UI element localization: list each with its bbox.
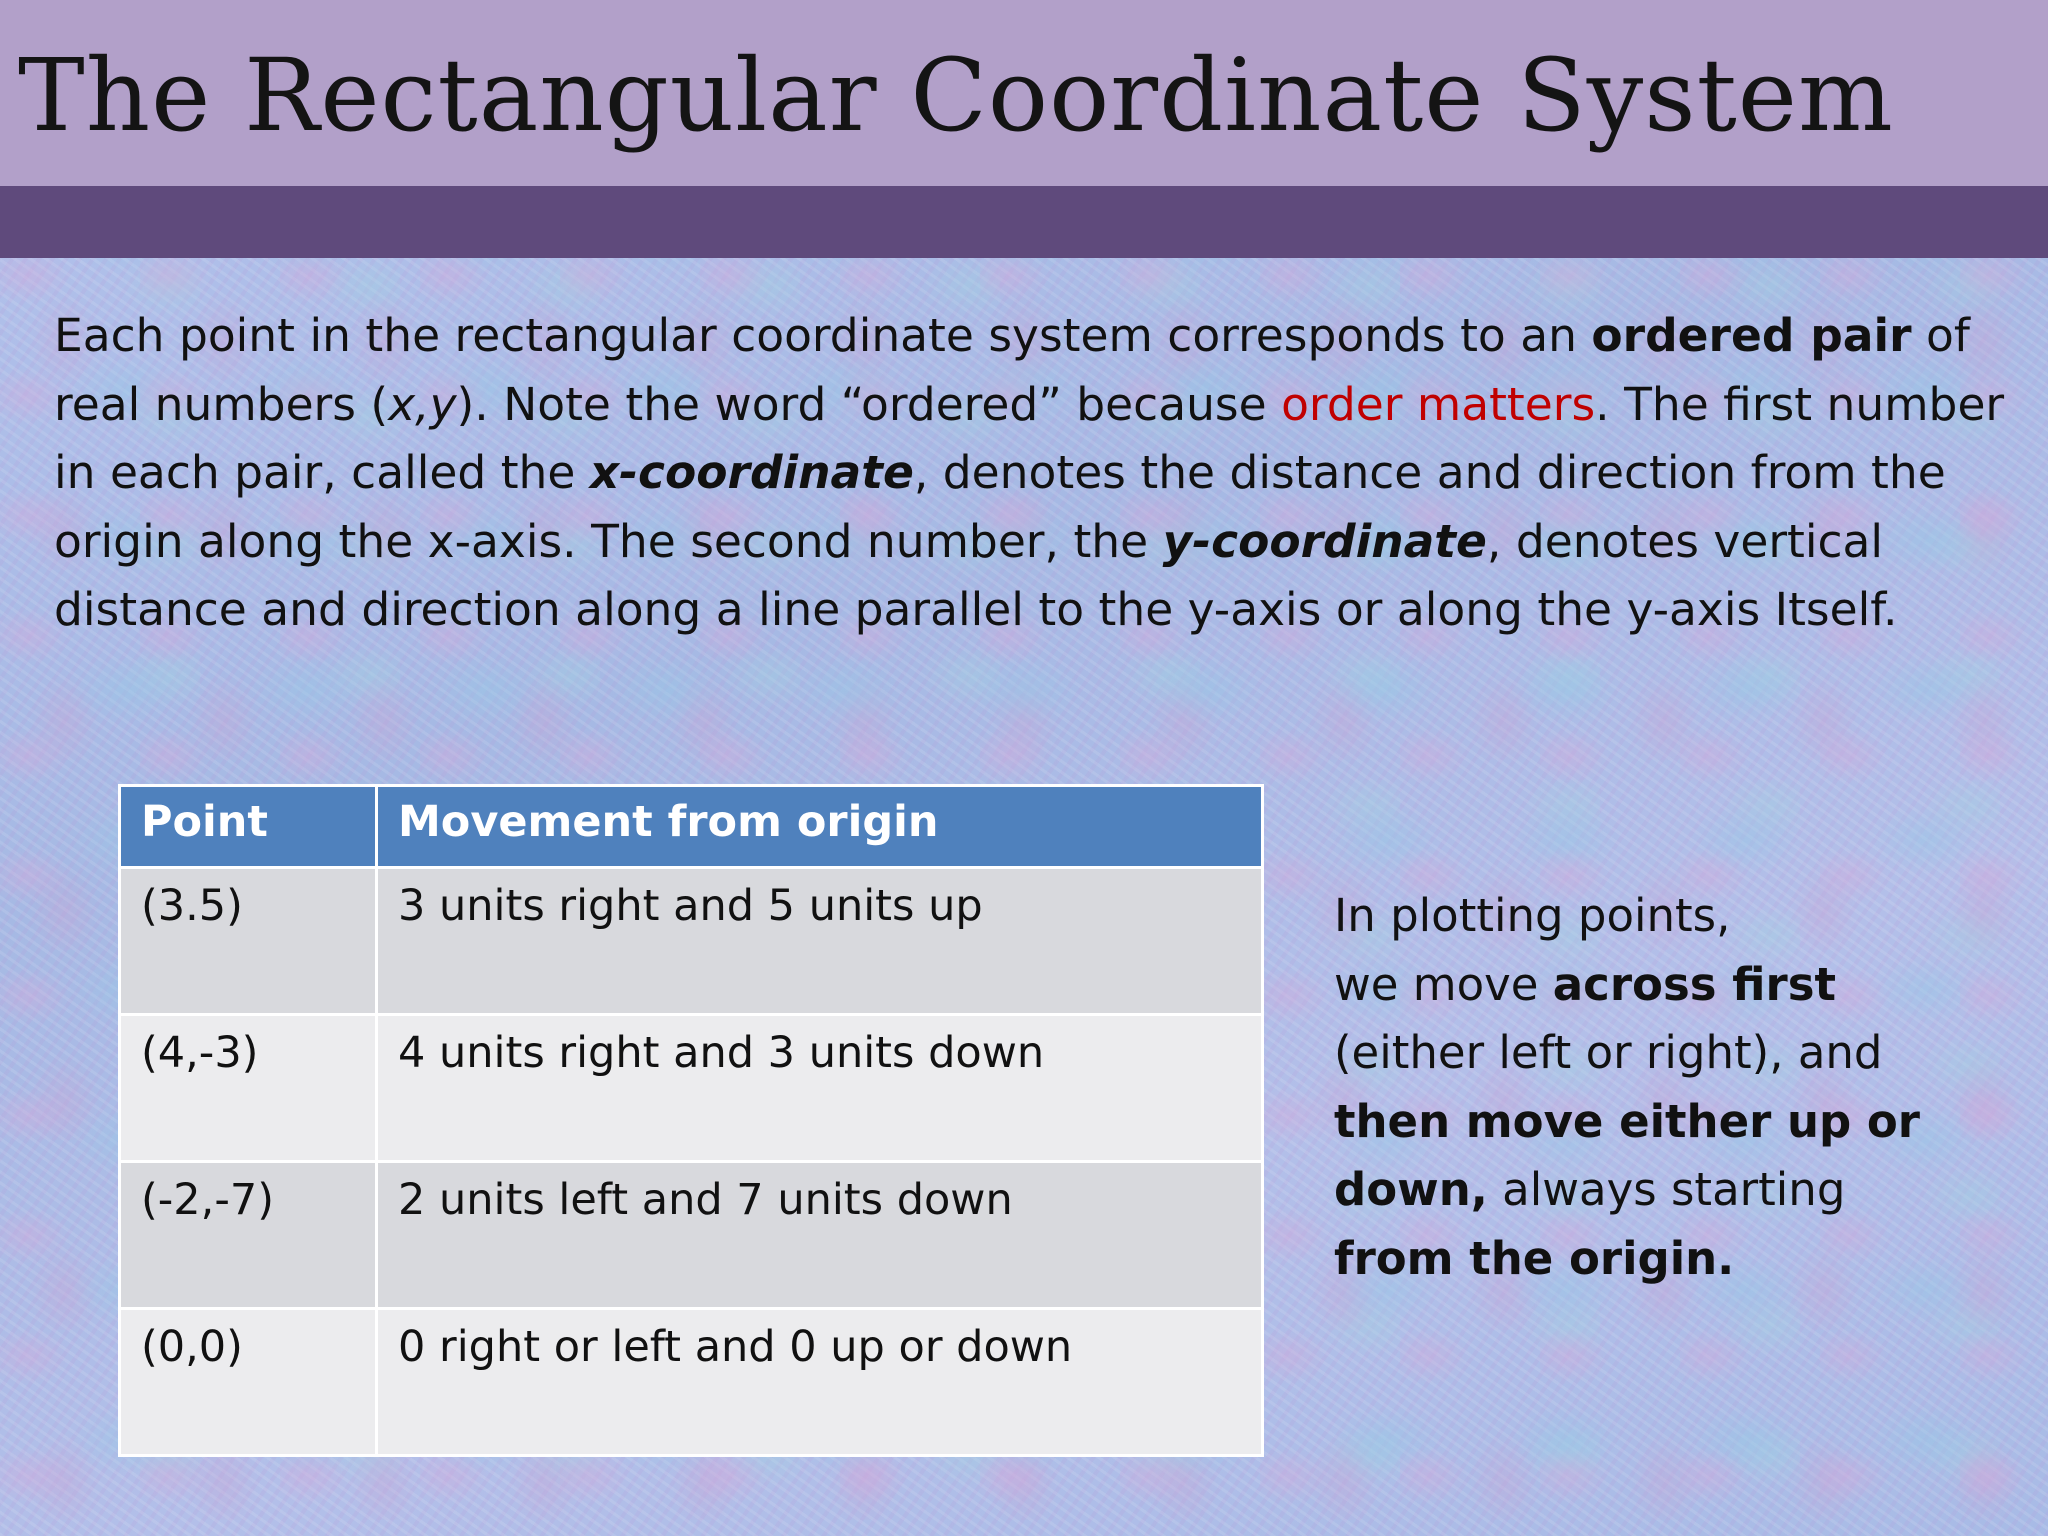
intro-paragraph [54,302,2014,645]
note-line-1: In plotting points, [1334,889,1731,942]
intro-text-2: of real numbers ( [54,309,1970,431]
ordered-pair-term: ordered pair [1591,309,1912,362]
note-line-2a: we move [1334,957,1553,1011]
y-coordinate-term: y-coordinate [1162,514,1487,568]
table-row [120,868,1263,1015]
movement-cell: 0 right or left and 0 up or down [377,1309,1263,1456]
movement-table [118,784,1264,1457]
order-matters-highlight: order matters [1281,377,1596,431]
table-header-row [120,786,1263,868]
intro-text-1: Each point in the rectangular coordinate system corresponds to an [54,309,1592,362]
intro-text-6: , denotes vertical distance and direction along a line parallel to the y-axis or along the y-axis Itself. [54,514,1898,636]
from-origin-emphasis: from the origin. [1334,1231,1735,1285]
plotting-note [1334,882,2034,1293]
intro-text-3: ). Note the word “ordered” because [456,377,1282,431]
intro-text-4: . The first number in each pair, called the [54,377,2005,499]
movement-cell: 3 units right and 5 units up [377,868,1263,1015]
table-row [120,1015,1263,1162]
header-movement: Movement from origin [377,786,1263,868]
point-cell: (-2,-7) [120,1162,377,1309]
table-row [120,1309,1263,1456]
slide-title: The Rectangular Coordinate System [18,37,1894,154]
title-band [0,0,2048,186]
table-row [120,1162,1263,1309]
header-point: Point [120,786,377,868]
xy-variables: x,y [388,377,457,431]
point-cell: (0,0) [120,1309,377,1456]
movement-cell: 2 units left and 7 units down [377,1162,1263,1309]
across-first-emphasis: across first [1552,957,1837,1011]
movement-cell: 4 units right and 3 units down [377,1015,1263,1162]
x-coordinate-term: x-coordinate [589,446,914,499]
note-line-3: (either left or right), and [1334,1026,1883,1079]
accent-bar [0,186,2048,258]
intro-text-5: , denotes the distance and direction from the origin along the x-axis. The second number, the [54,446,1946,568]
point-cell: (3.5) [120,868,377,1015]
up-or-down-emphasis: then move either up or down, [1334,1094,1920,1216]
note-line-5: always starting [1487,1163,1846,1216]
point-cell: (4,-3) [120,1015,377,1162]
